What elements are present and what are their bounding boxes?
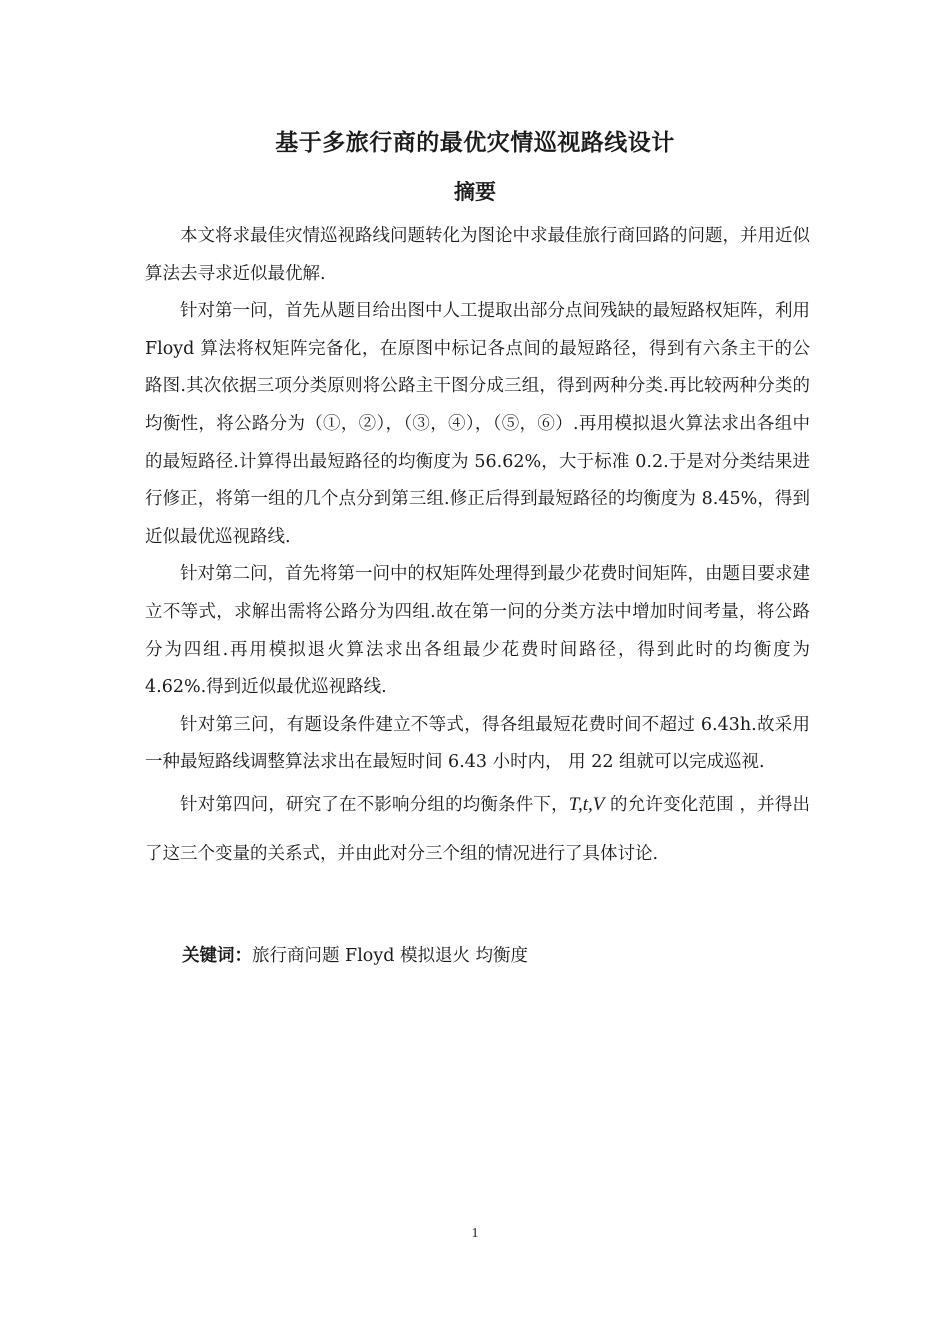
paragraph-5-before: 针对第四问，研究了在不影响分组的均衡条件下， [180, 794, 569, 815]
paragraph-5-after: 的允许变化范围 ，并得出了这三个变量的关系式，并由此对分三个组的情况进行了具体讨论. [145, 794, 811, 864]
abstract-paragraph-4: 针对第三问，有题设条件建立不等式，得各组最短花费时间不超过 6.43h.故采用一种最短路线调整算法求出在最短时间 6.43 小时内， 用 22 组就可以完成巡视. [145, 714, 810, 773]
abstract-heading: 摘要 [454, 180, 496, 204]
keywords-label: 关键词： [182, 946, 252, 966]
abstract-paragraph-3: 针对第二问，首先将第一问中的权矩阵处理得到最少花费时间矩阵，由题目要求建立不等式，求解出需将公路分为四组.故在第一问的分类方法中增加时间考量，将公路分为四组.再用模拟退火算法求出各组最少花费时间路径，得到此时的均衡度为 4.62%.得到近似最优巡视路线. [145, 564, 810, 698]
abstract-paragraph-5 [145, 780, 810, 879]
abstract-body [145, 218, 810, 879]
math-variables: T,t,V [568, 793, 605, 815]
paper-title: 基于多旅行商的最优灾情巡视路线设计 [275, 130, 675, 156]
page-number: 1 [471, 1226, 479, 1241]
abstract-paragraph-2: 针对第一问，首先从题目给出图中人工提取出部分点间残缺的最短路权矩阵，利用 Floyd 算法将权矩阵完备化，在原图中标记各点间的最短路径，得到有六条主干的公路图.其次依据三项分类原则将公路主干图分成三组，得到两种分类.再比较两种分类的均衡性，将公路分为（①，②），（③，④），（⑤，⑥）.再用模拟退火算法求出各组中的最短路径.计算得出最短路径的均衡度为 56.62%，大于标准 0.2.于是对分类结果进行修正，将第一组的几个点分到第三组.修正后得到最短路径的均衡度为 8.45%，得到近似最优巡视路线. [145, 301, 810, 547]
keywords-line [182, 938, 528, 974]
keywords-text: 旅行商问题 Floyd 模拟退火 均衡度 [252, 946, 529, 966]
abstract-paragraph-1: 本文将求最佳灾情巡视路线问题转化为图论中求最佳旅行商回路的问题，并用近似算法去寻求近似最优解. [145, 226, 810, 284]
